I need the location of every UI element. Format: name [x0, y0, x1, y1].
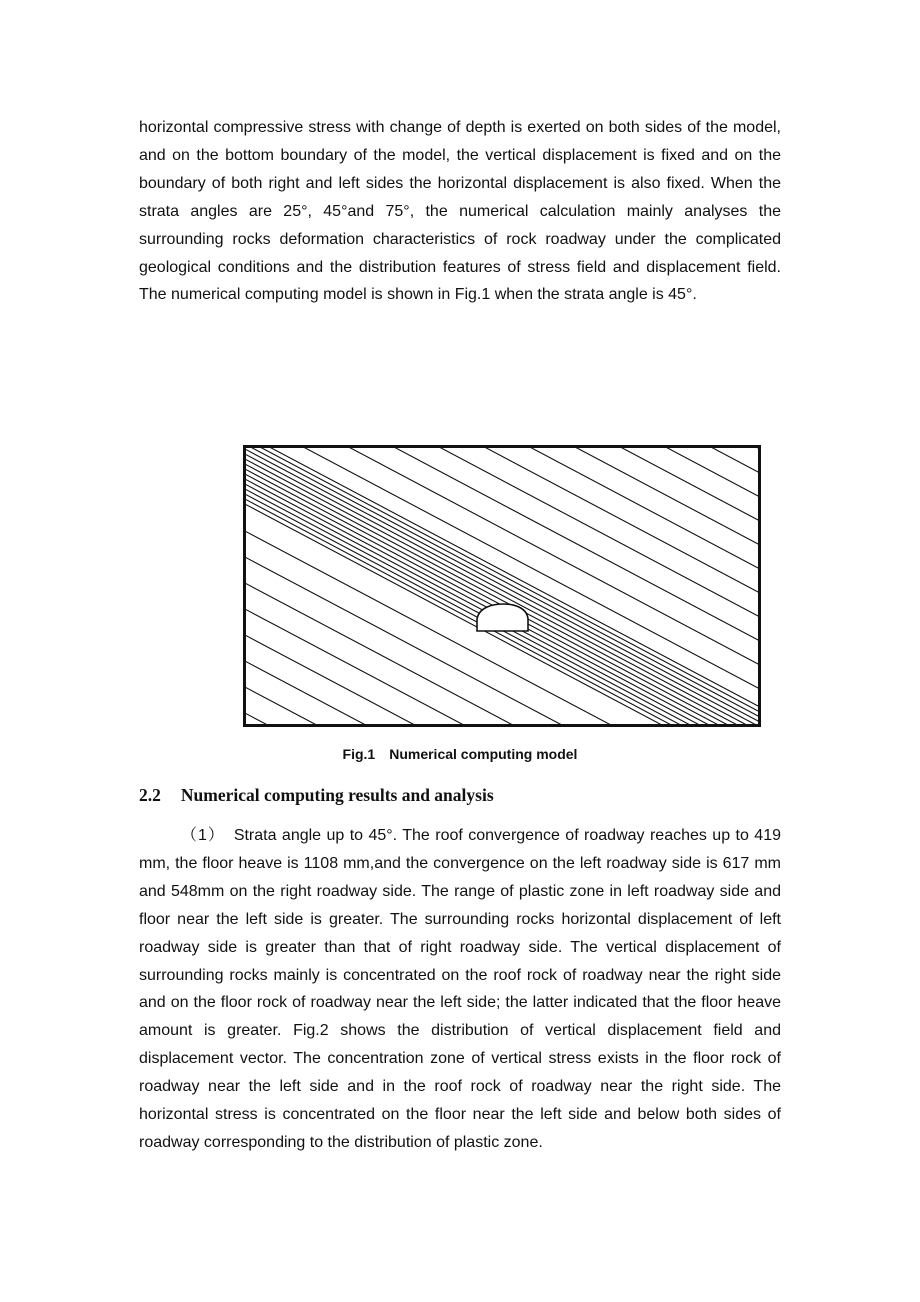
strata-line	[243, 445, 761, 701]
strata-line	[243, 445, 761, 719]
body-paragraph: horizontal compressive stress with change of depth is exerted on both sides of the model, and on the bottom boundary of the model, the vertical displacement is fixed and on the boundary of both right and left sides the horizontal displacement is also fixed. When the strata angles are 25°, 45°and 75°, the numerical calculation mainly analyses the surrounding rocks deformation characteristics of rock roadway under the complicated geological conditions and the distribution features of stress field and displacement field. The numerical computing model is shown in Fig.1 when the strata angle is 45°.	[139, 119, 781, 304]
strata-model-diagram	[243, 445, 761, 727]
strata-line	[243, 445, 761, 724]
section-title: Numerical computing results and analysis	[180, 785, 494, 805]
figure-caption	[0, 746, 920, 762]
strata-line	[243, 649, 761, 727]
strata-line	[243, 701, 761, 727]
strata-line	[243, 445, 761, 727]
numerical-model-figure	[243, 445, 761, 727]
strata-line	[243, 445, 761, 629]
strata-line	[243, 445, 761, 557]
section-heading	[139, 785, 494, 806]
figure-label: Fig.1	[342, 746, 376, 762]
strata-line	[243, 445, 761, 727]
body-paragraph: （1） Strata angle up to 45°. The roof convergence of roadway reaches up to 419 mm, the floor heave is 1108 mm,and the convergence on the left roadway side is 617 mm and 548mm on the right roadway side. The range of plastic zone in left roadway side and floor near the left side is greater. The surrounding rocks horizontal displacement of left roadway side is greater than that of right roadway side. The vertical displacement of surrounding rocks mainly is concentrated on the roof rock of roadway near the right side and on the floor rock of roadway near the left side; the latter indicated that the floor heave amount is greater. Fig.2 shows the distribution of vertical displacement field and displacement vector. The concentration zone of vertical stress exists in the floor rock of roadway near the left side and in the roof rock of roadway near the right side. The horizontal stress is concentrated on the floor near the left side and below both sides of roadway corresponding to the distribution of plastic zone.	[139, 827, 781, 1151]
section-number: 2.2	[139, 785, 161, 805]
strata-line	[243, 445, 761, 605]
model-boundary	[245, 447, 760, 726]
strata-line	[243, 445, 761, 581]
strata-line	[243, 545, 761, 727]
strata-line	[243, 445, 761, 727]
strata-line	[243, 477, 761, 727]
roadway-cross-section	[477, 604, 528, 631]
figure-title: Numerical computing model	[389, 746, 578, 762]
